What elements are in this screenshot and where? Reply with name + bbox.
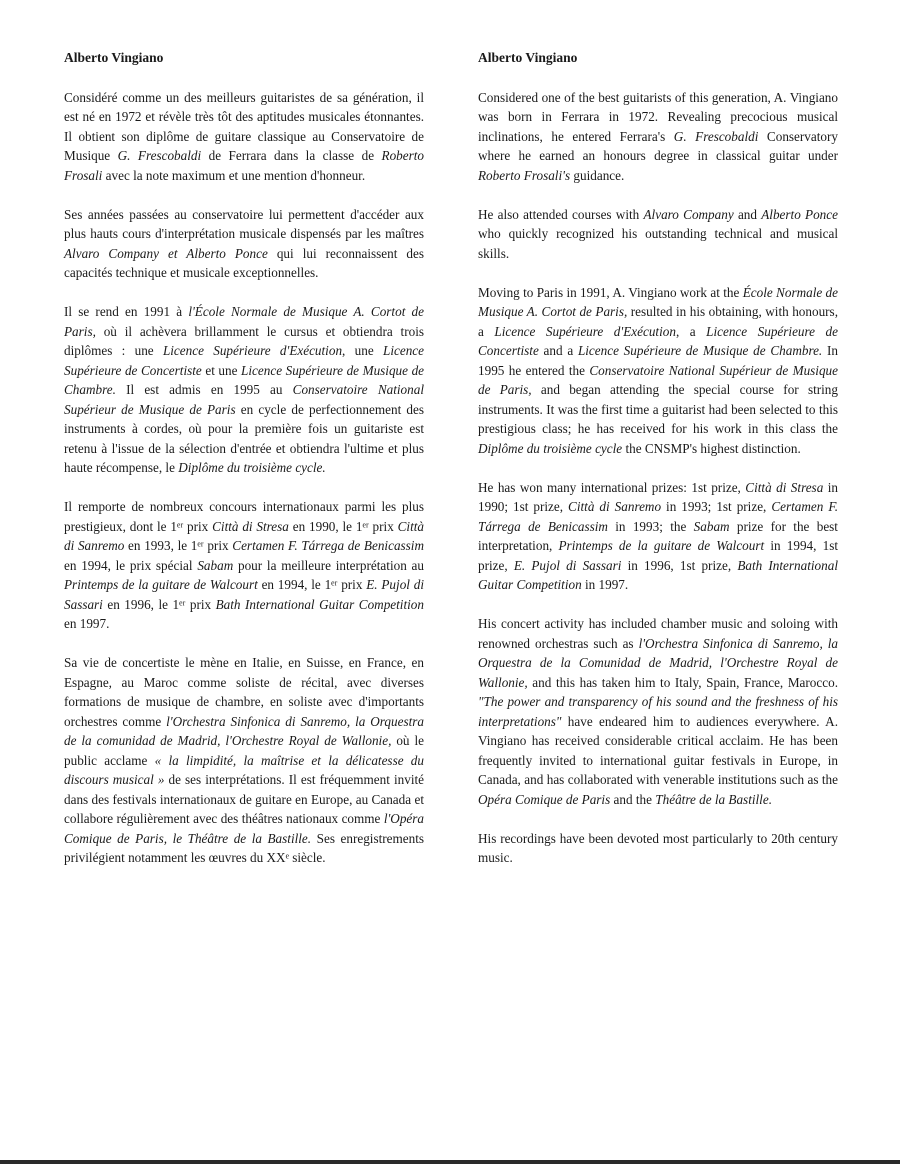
text-run: Sa vie de concertiste le mène en Italie, en Suisse, en France, en Espagne, au Maroc comme soliste de récital, avec diverses formations de musique de chambre, en soliste avec d'importants orchestres comme — [64, 655, 424, 729]
text-run: His recordings have been devoted most particularly to 20th century music. — [478, 830, 838, 865]
italic-text: Conservatoire National Supérieur de Musique de Paris, — [478, 362, 838, 397]
italic-text: G. Frescobaldi — [673, 128, 759, 144]
italic-text: Città di Stresa — [212, 518, 289, 534]
text-run: Considéré comme un des meilleurs guitaristes de sa génération, il est né en 1972 et révèle très tôt des aptitudes musicales étonnantes. Il obtient son diplôme de guitare classique au Conservatoire de Musique — [64, 89, 424, 163]
italic-text: Roberto Frosali's — [478, 167, 571, 183]
italic-text: l'Orchestra Sinfonica di Sanremo, la Orquestra de la comunidad de Madrid, l'Orchestre Royal de Wallonie, — [64, 713, 424, 748]
italic-text: École Normale de Musique A. Cortot de Paris, — [478, 284, 839, 319]
text-run: , a — [675, 323, 707, 339]
italic-text: Printemps de la guitare de Walcourt — [558, 538, 765, 553]
text-run: où le public acclame — [64, 733, 424, 768]
french-bio-paragraph — [64, 205, 424, 283]
french-bio-paragraph — [64, 653, 424, 868]
italic-text: Diplôme du troisième cycle. — [178, 460, 326, 475]
text-run: in 1996, 1st prize, — [621, 557, 738, 573]
text-run: en 1994, le 1ᵉʳ prix — [257, 577, 367, 592]
italic-text: Alvaro Company — [643, 206, 734, 222]
italic-text: Alvaro Company et Alberto Ponce — [64, 245, 268, 261]
text-run: et une — [201, 362, 242, 378]
text-run: prize for the best interpretation, — [478, 518, 838, 553]
text-run: the CNSMP's highest distinction. — [622, 440, 801, 456]
italic-text: l'École Normale de Musique A. Cortot de Paris, — [64, 304, 424, 339]
italic-text: E. Pujol di Sassari — [64, 577, 424, 612]
text-run: Conservatory where he earned an honours degree in classical guitar under — [478, 128, 838, 163]
text-run: de ses interprétations. Il est fréquemment invité dans des festivals internationaux de guitare en Europe, au Canada et collabore régulièrement avec des théâtres nationaux comme — [64, 772, 424, 826]
text-run: guidance. — [570, 167, 625, 183]
text-run: , une — [342, 343, 383, 358]
italic-text: G. Frescobaldi — [117, 148, 202, 163]
italic-text: Città di Sanremo — [64, 518, 425, 553]
text-run: in 1993; the — [607, 518, 694, 534]
italic-text: Licence Supérieure d'Exécution — [162, 343, 343, 358]
text-run: en 1990, le 1ᵉʳ prix — [288, 518, 398, 534]
text-run: have endeared him to audiences everywhere. A. Vingiano has received considerable critical acclaim. He has been frequently invited to international guitar festivals in Europe, in Canada, and has collaborated with venerable institutions such as the — [478, 713, 838, 787]
text-run: in 1997. — [581, 577, 629, 592]
text-run: pour la meilleure interprétation au — [233, 557, 424, 573]
italic-text: Città di Sanremo — [568, 499, 662, 514]
text-run: de Ferrara dans la classe de — [201, 148, 382, 163]
french-bio-paragraph — [64, 497, 424, 634]
french-biography-column — [64, 48, 424, 887]
italic-text: Licence Supérieure de Concertiste — [64, 343, 424, 378]
italic-text: Certamen F. Tárrega de Benicassim — [232, 538, 424, 553]
english-bio-paragraph — [478, 205, 838, 264]
italic-text: E. Pujol di Sassari — [513, 557, 622, 573]
text-run: in 1994, 1st prize, — [478, 538, 838, 573]
italic-text: Roberto Frosali — [64, 148, 425, 183]
text-run: and a — [538, 343, 578, 358]
italic-text: Licence Supérieure de Musique de Chambre. — [577, 343, 823, 358]
italic-text: Conservatoire National Supérieur de Musique de Paris — [64, 382, 424, 417]
text-run: and — [733, 206, 762, 222]
text-run: Il se rend en 1991 à — [64, 304, 189, 319]
text-run: en 1994, le prix spécial — [64, 557, 198, 573]
french-bio-paragraph — [64, 302, 424, 478]
text-run: en 1996, le 1ᵉʳ prix — [102, 596, 216, 612]
text-run: où il achèvera brillamment le cursus et obtiendra trois diplômes : une — [64, 323, 424, 358]
italic-text: Licence Supérieure de Concertiste — [478, 323, 838, 358]
text-run: Moving to Paris in 1991, A. Vingiano work at the — [478, 284, 743, 300]
text-run: and the — [610, 791, 656, 807]
text-run: Ses enregistrements privilégient notamment les œuvres du XXᵉ siècle. — [64, 830, 424, 865]
italic-text: Sabam — [197, 557, 234, 573]
italic-text: Opéra Comique de Paris — [478, 791, 611, 807]
italic-text: "The power and transparency of his sound and the freshness of his interpretations" — [478, 694, 838, 729]
english-bio-paragraph — [478, 829, 838, 868]
text-run: who quickly recognized his outstanding technical and musical skills. — [478, 226, 838, 261]
text-run: in 1990; 1st prize, — [478, 479, 838, 514]
text-run: Il remporte de nombreux concours internationaux parmi les plus prestigieux, dont le 1ᵉʳ prix — [64, 499, 424, 534]
text-run: He also attended courses with — [478, 206, 644, 222]
text-run: qui lui reconnaissent des capacités technique et musicale exceptionnelles. — [64, 245, 425, 280]
text-run: resulted in his obtaining, with honours, a — [478, 304, 838, 339]
text-run: en 1993, le 1ᵉʳ prix — [124, 538, 233, 553]
text-run: en cycle de perfectionnement des instruments à cordes, où pour la première fois un guitariste est retenu à l'issue de la sélection d'entrée et obtiendra l'ultime et plus haute récompense, le — [64, 401, 424, 475]
italic-text: Sabam — [693, 518, 730, 534]
text-run: and this has taken him to Italy, Spain, France, Marocco. — [527, 674, 838, 690]
italic-text: Printemps de la guitare de Walcourt — [64, 577, 258, 592]
italic-text: l'Orchestra Sinfonica di Sanremo, la Orquestra de la Comunidad de Madrid, l'Orchestre Royal de Wallonie, — [478, 635, 838, 690]
french-biography-title: Alberto Vingiano — [64, 50, 164, 65]
italic-text: « la limpidité, la maîtrise et la délicatesse du discours musical » — [64, 752, 424, 787]
text-run: Il est admis en 1995 au — [115, 382, 293, 397]
italic-text: Bath International Guitar Competition — [478, 557, 838, 592]
text-run: Considered one of the best guitarists of this generation, A. Vingiano was born in Ferrara in 1972. Revealing precocious musical inclinations, he entered Ferrara's — [478, 89, 838, 144]
english-bio-paragraph — [478, 478, 838, 595]
text-run: en 1997. — [64, 616, 110, 631]
italic-text: Città di Stresa — [745, 479, 824, 495]
english-biography-title: Alberto Vingiano — [478, 50, 578, 65]
italic-text: Théâtre de la Bastille. — [655, 791, 772, 807]
italic-text: l'Opéra Comique de Paris, le Théâtre de la Bastille. — [64, 811, 424, 846]
italic-text: Licence Supérieure de Musique de Chambre. — [64, 362, 425, 397]
english-biography-column — [478, 48, 838, 887]
italic-text: Diplôme du troisième cycle — [478, 440, 623, 456]
english-bio-paragraph — [478, 88, 838, 186]
french-biography-body — [64, 88, 424, 868]
italic-text: Bath International Guitar Competition — [215, 596, 424, 612]
text-run: In 1995 he entered the — [478, 343, 838, 378]
italic-text: Licence Supérieure d'Exécution — [494, 323, 676, 339]
english-bio-paragraph — [478, 283, 838, 459]
text-run: He has won many international prizes: 1st prize, — [478, 479, 746, 495]
text-run: avec la note maximum et une mention d'honneur. — [102, 167, 366, 183]
page-bottom-rule — [0, 1160, 900, 1164]
english-bio-paragraph — [478, 614, 838, 809]
text-run: in 1993; 1st prize, — [661, 499, 772, 514]
text-run: and began attending the special course for string instruments. It was the first time a guitarist had been selected to this prestigious class; he has received for his work in this class the — [478, 382, 838, 436]
text-run: His concert activity has included chamber music and soloing with renowned orchestras such as — [478, 616, 838, 651]
text-run: Ses années passées au conservatoire lui permettent d'accéder aux plus hauts cours d'interprétation musicale dispensés par les maîtres — [64, 206, 424, 241]
english-biography-body — [478, 88, 838, 868]
french-bio-paragraph — [64, 88, 424, 186]
italic-text: Alberto Ponce — [761, 206, 838, 222]
italic-text: Certamen F. Tárrega de Benicassim — [478, 499, 838, 534]
